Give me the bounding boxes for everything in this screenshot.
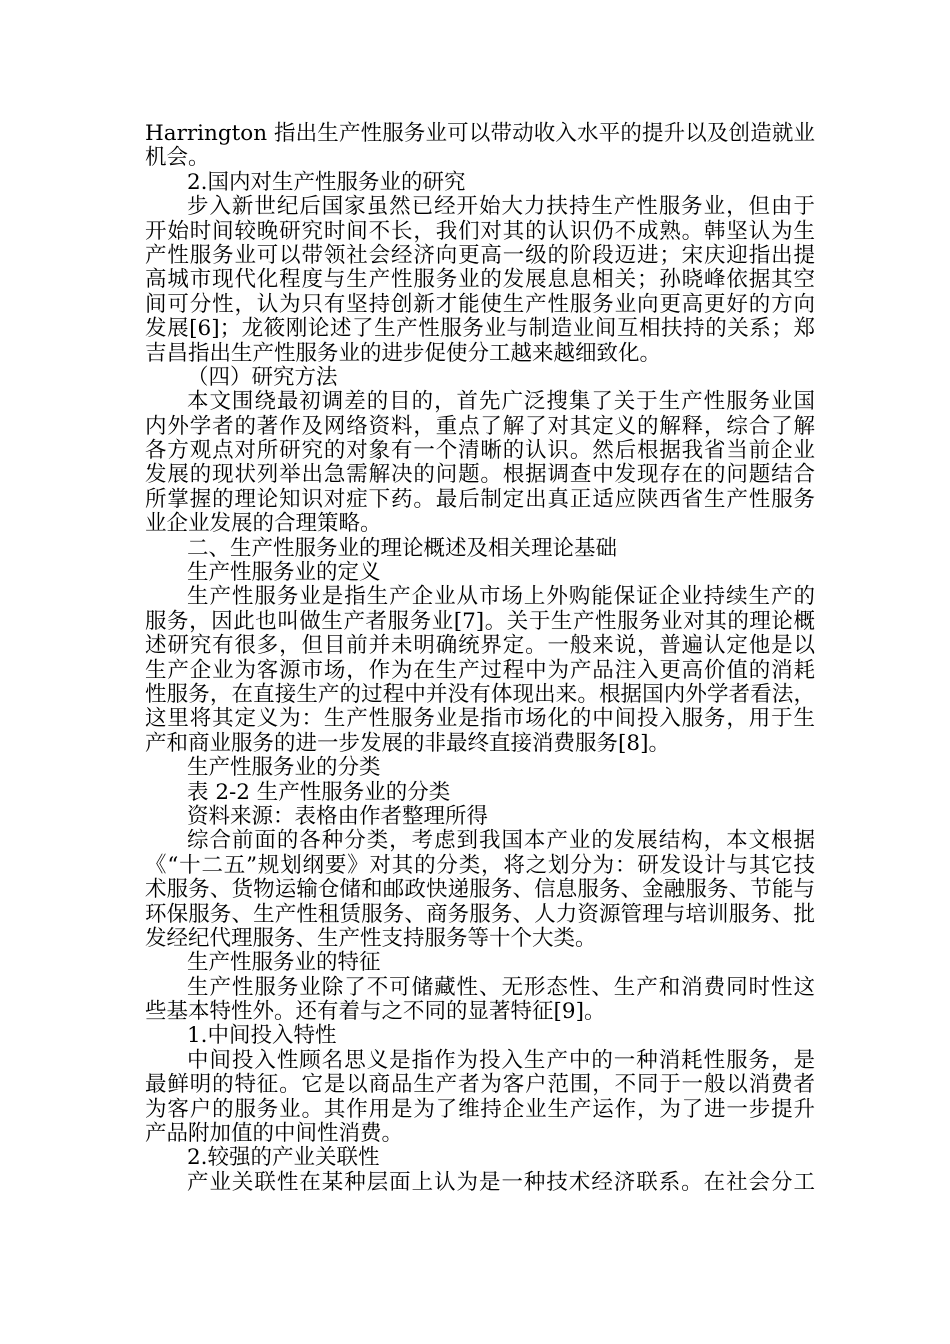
text-line: 1.中间投入特性 (187, 1023, 337, 1049)
text-line: 发展的现状列举出急需解决的问题。根据调查中发现存在的问题结合 (145, 462, 815, 488)
text-line: 高城市现代化程度与生产性服务业的发展息息相关；孙晓峰依据其空 (145, 267, 815, 293)
text-line: 性服务，在直接生产的过程中并没有体现出来。根据国内外学者看法， (145, 681, 815, 707)
text-line: 生产性服务业的特征 (187, 950, 381, 976)
text-line: 发经纪代理服务、生产性支持服务等十个大类。 (145, 925, 597, 951)
text-line: 发展[6]；龙筱刚论述了生产性服务业与制造业间互相扶持的关系；郑 (145, 316, 815, 342)
text-line: 术服务、货物运输仓储和邮政快递服务、信息服务、金融服务、节能与 (145, 877, 815, 903)
text-line: 些基本特性外。还有着与之不同的显著特征[9]。 (145, 999, 606, 1025)
text-line: 产性服务业可以带领社会经济向更高一级的阶段迈进；宋庆迎指出提 (145, 242, 815, 268)
text-line: 本文围绕最初调差的目的，首先广泛搜集了关于生产性服务业国 (187, 389, 815, 415)
text-line: 生产性服务业除了不可储藏性、无形态性、生产和消费同时性这 (187, 974, 815, 1000)
text-line: 产业关联性在某种层面上认为是一种技术经济联系。在社会分工 (187, 1169, 815, 1195)
text-line: 机会。 (145, 145, 210, 171)
text-line: 《“十二五”规划纲要》对其的分类，将之划分为：研发设计与其它技 (145, 852, 815, 878)
text-line: 为客户的服务业。其作用是为了维持企业生产运作，为了进一步提升 (145, 1096, 815, 1122)
text-line: 开始时间较晚研究时间不长，我们对其的认识仍不成熟。韩坚认为生 (145, 218, 815, 244)
text-line: 表 2-2 生产性服务业的分类 (187, 779, 451, 805)
text-line: （四）研究方法 (187, 364, 338, 390)
text-line: 二、生产性服务业的理论概述及相关理论基础 (187, 535, 618, 561)
text-line: 业企业发展的合理策略。 (145, 511, 382, 537)
text-line: 述研究有很多，但目前并未明确统界定。一般来说，普遍认定他是以 (145, 633, 815, 659)
text-line: 产和商业服务的进一步发展的非最终直接消费服务[8]。 (145, 730, 670, 756)
text-line: 资料来源：表格由作者整理所得 (187, 803, 489, 829)
text-line: 各方观点对所研究的对象有一个清晰的认识。然后根据我省当前企业 (145, 438, 815, 464)
text-line: Harrington 指出生产性服务业可以带动收入水平的提升以及创造就业 (145, 121, 815, 146)
text-line: 所掌握的理论知识对症下药。最后制定出真正适应陕西省生产性服务 (145, 486, 815, 512)
text-line: 服务，因此也叫做生产者服务业[7]。关于生产性服务业对其的理论概 (145, 608, 815, 634)
text-line: 吉昌指出生产性服务业的进步促使分工越来越细致化。 (145, 340, 662, 366)
text-line: 2.较强的产业关联性 (187, 1145, 380, 1171)
text-line: 2.国内对生产性服务业的研究 (187, 169, 466, 195)
document-body (145, 122, 815, 1195)
text-line: 生产性服务业的分类 (187, 755, 381, 781)
text-line: 这里将其定义为：生产性服务业是指市场化的中间投入服务，用于生 (145, 706, 815, 732)
text-line: 环保服务、生产性租赁服务、商务服务、人力资源管理与培训服务、批 (145, 901, 815, 927)
text-line: 最鲜明的特征。它是以商品生产者为客户范围，不同于一般以消费者 (145, 1072, 815, 1098)
text-line: 内外学者的著作及网络资料，重点了解了对其定义的解释，综合了解 (145, 413, 815, 439)
text-line: 产品附加值的中间性消费。 (145, 1121, 404, 1147)
text-line: 中间投入性顾名思义是指作为投入生产中的一种消耗性服务，是 (187, 1047, 815, 1073)
text-line: 综合前面的各种分类，考虑到我国本产业的发展结构，本文根据 (187, 828, 815, 854)
text-line: 间可分性，认为只有坚持创新才能使生产性服务业向更高更好的方向 (145, 291, 815, 317)
text-line: 步入新世纪后国家虽然已经开始大力扶持生产性服务业，但由于 (187, 194, 815, 220)
text-line: 生产企业为客源市场，作为在生产过程中为产品注入更高价值的消耗 (145, 657, 815, 683)
text-line: 生产性服务业的定义 (187, 560, 381, 586)
text-line: 生产性服务业是指生产企业从市场上外购能保证企业持续生产的 (187, 584, 815, 610)
